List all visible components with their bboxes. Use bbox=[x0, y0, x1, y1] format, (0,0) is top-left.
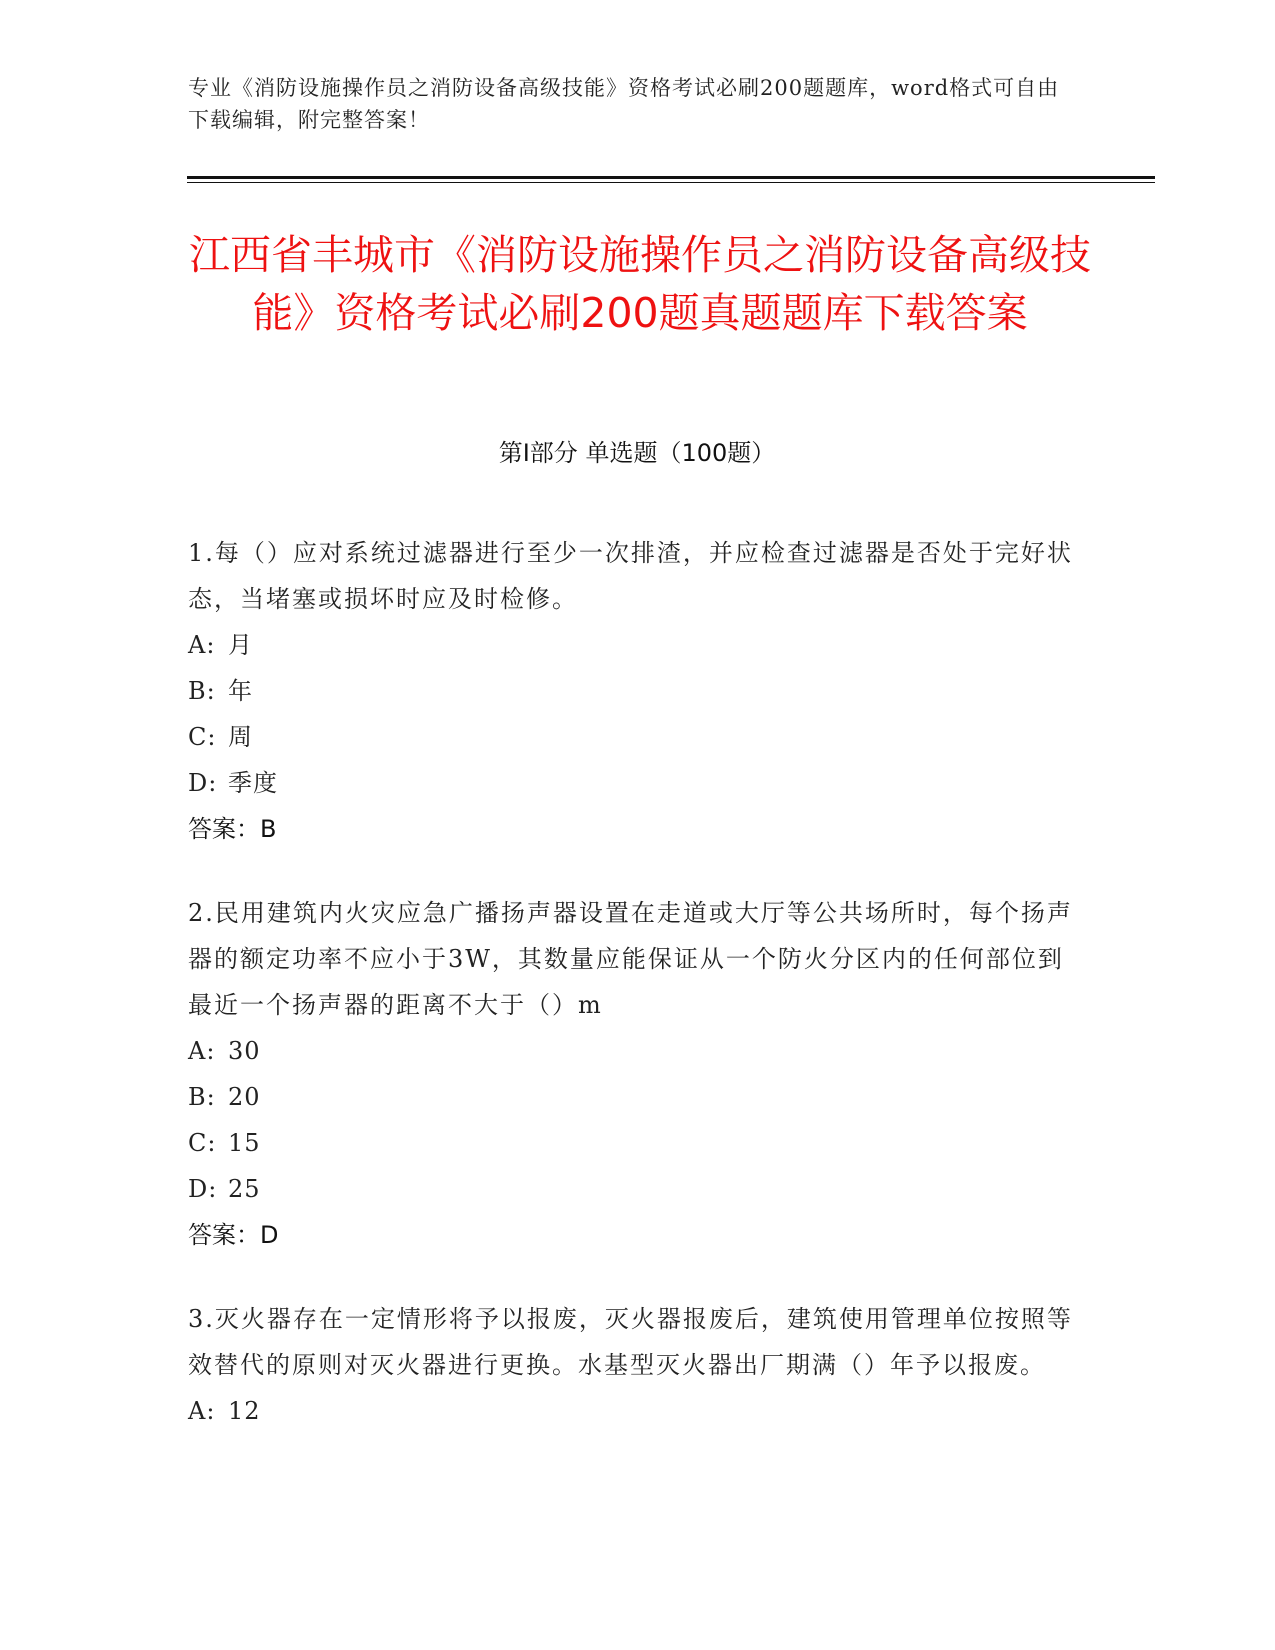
option-text: 15 bbox=[228, 1129, 261, 1157]
option-d bbox=[188, 760, 1078, 806]
option-key: A: bbox=[188, 631, 216, 659]
option-text: 周 bbox=[228, 723, 253, 751]
option-b bbox=[188, 1074, 1078, 1120]
option-d bbox=[188, 1166, 1078, 1212]
question-stem: 1.每（）应对系统过滤器进行至少一次排渣，并应检查过滤器是否处于完好状态，当堵塞或损坏时应及时检修。 bbox=[188, 539, 1073, 613]
option-c bbox=[188, 714, 1078, 760]
option-text: 12 bbox=[228, 1397, 261, 1425]
option-key: C: bbox=[188, 723, 217, 751]
question-item bbox=[188, 1296, 1078, 1434]
section-title: 第I部分 单选题（100题） bbox=[498, 439, 776, 467]
question-stem: 2.民用建筑内火灾应急广播扬声器设置在走道或大厅等公共场所时，每个扬声器的额定功率不应小于3W，其数量应能保证从一个防火分区内的任何部位到最近一个扬声器的距离不大于（）m bbox=[188, 899, 1073, 1019]
option-key: B: bbox=[188, 677, 216, 705]
option-text: 季度 bbox=[228, 769, 278, 797]
header-divider-thick bbox=[187, 176, 1155, 179]
option-text: 年 bbox=[228, 677, 253, 705]
option-a bbox=[188, 1388, 1078, 1434]
document-title: 江西省丰城市《消防设施操作员之消防设备高级技能》资格考试必刷200题真题题库下载答案 bbox=[189, 231, 1091, 337]
header-note: 专业《消防设施操作员之消防设备高级技能》资格考试必刷200题题库，word格式可自由下载编辑，附完整答案！ bbox=[188, 76, 1060, 132]
question-item bbox=[188, 530, 1078, 852]
option-c bbox=[188, 1120, 1078, 1166]
answer-line: 答案：B bbox=[188, 815, 277, 843]
option-text: 30 bbox=[228, 1037, 261, 1065]
question-item bbox=[188, 890, 1078, 1258]
answer-line: 答案：D bbox=[188, 1221, 279, 1249]
option-key: D: bbox=[188, 769, 218, 797]
question-list bbox=[188, 530, 1078, 1472]
option-key: D: bbox=[188, 1175, 218, 1203]
option-key: A: bbox=[188, 1397, 216, 1425]
option-a bbox=[188, 622, 1078, 668]
option-text: 20 bbox=[228, 1083, 261, 1111]
option-key: C: bbox=[188, 1129, 217, 1157]
option-a bbox=[188, 1028, 1078, 1074]
option-key: A: bbox=[188, 1037, 216, 1065]
option-key: B: bbox=[188, 1083, 216, 1111]
option-text: 月 bbox=[228, 631, 253, 659]
option-text: 25 bbox=[228, 1175, 261, 1203]
option-b bbox=[188, 668, 1078, 714]
question-stem: 3.灭火器存在一定情形将予以报废，灭火器报废后，建筑使用管理单位按照等效替代的原则对灭火器进行更换。水基型灭火器出厂期满（）年予以报废。 bbox=[188, 1305, 1073, 1379]
header-divider-thin bbox=[187, 182, 1155, 183]
